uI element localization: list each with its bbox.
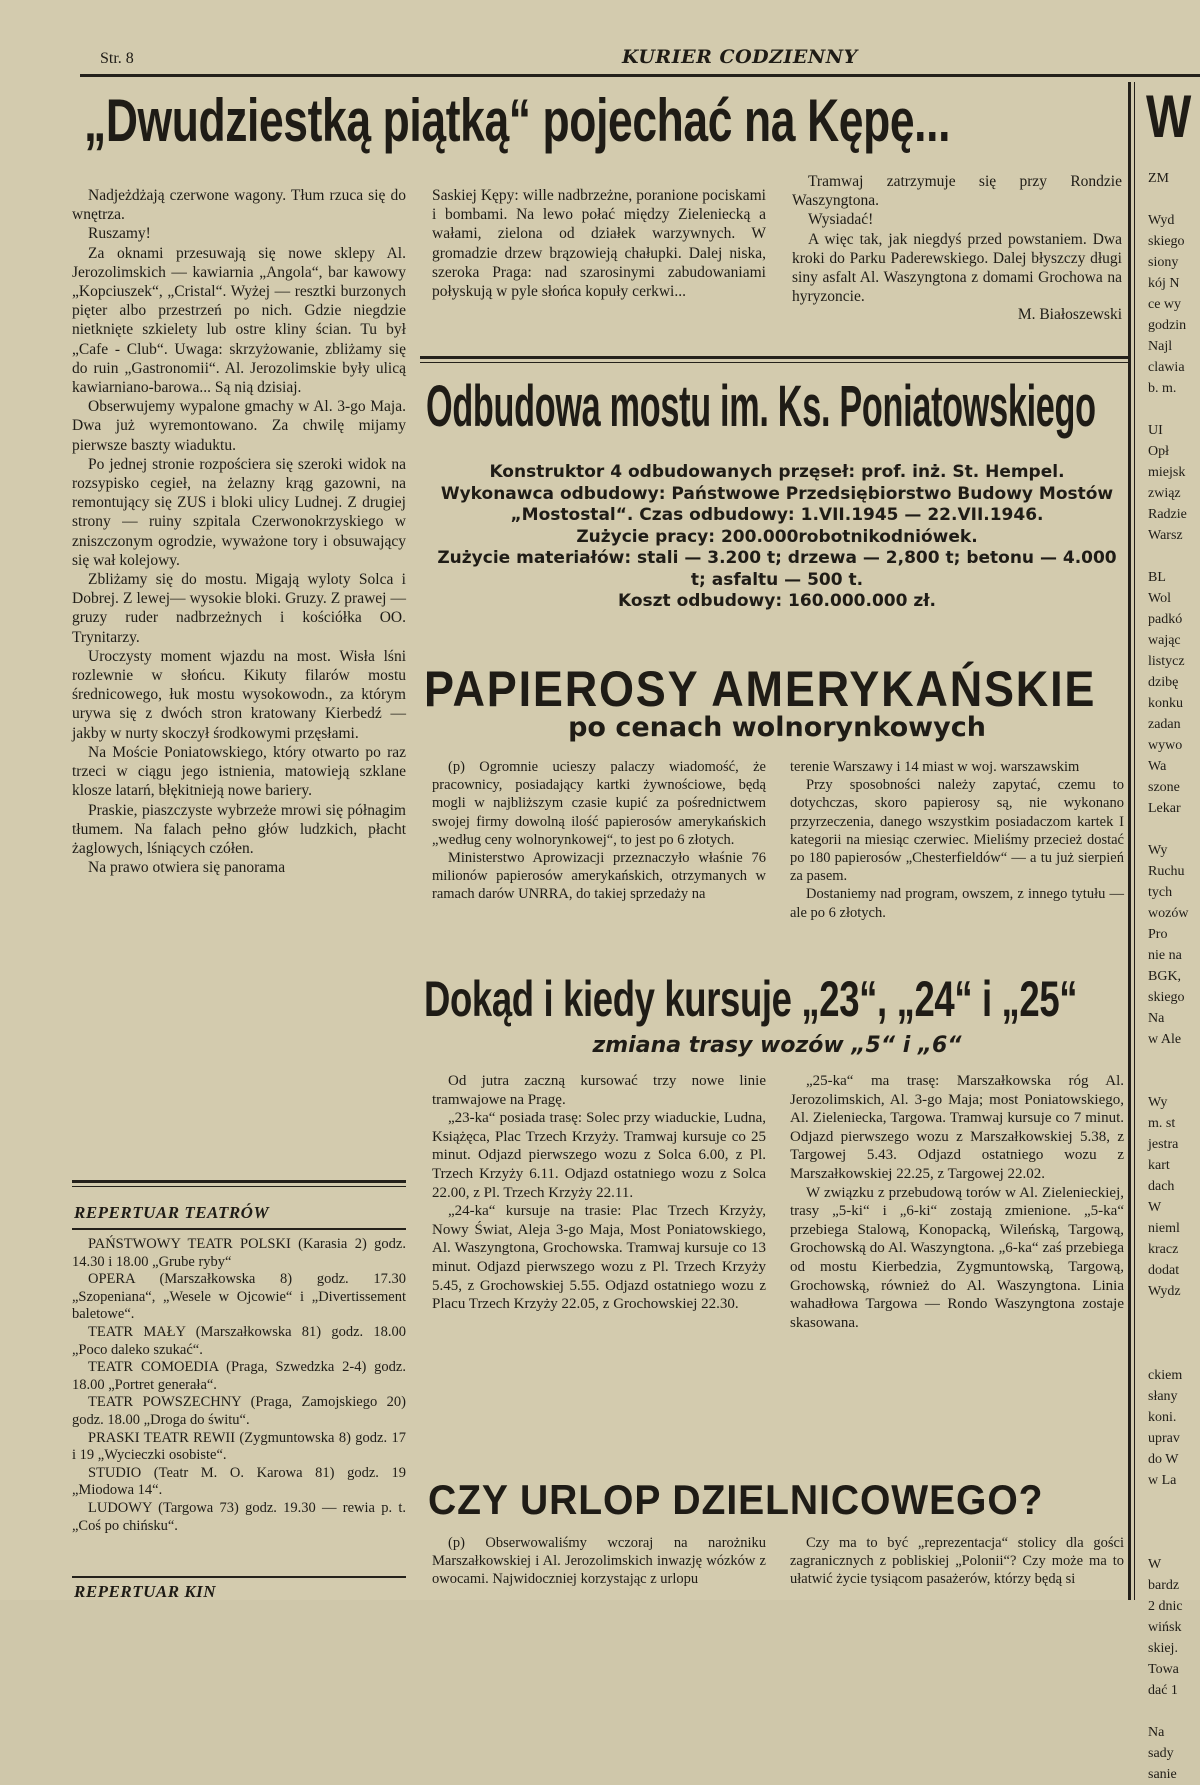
right-strip-text [1148,168,1200,1782]
right-strip-line [1148,1071,1200,1092]
article-paragraph: Ruszamy! [88,225,151,243]
right-strip-line: skiej. [1148,1641,1178,1656]
section-rule [72,1180,406,1183]
article-paragraph: Dostaniemy nad program, owszem, z innego tytułu — ale po 6 złotych. [790,886,1124,921]
right-strip-line: 2 dnic [1148,1599,1183,1614]
article-paragraph: terenie Warszawy i 14 miast w woj. warszawskim [790,759,1080,775]
right-strip-line: wywo [1148,738,1183,753]
right-strip-line [1148,1050,1200,1071]
right-strip-line [1148,819,1200,840]
article-paragraph: Ministerstwo Aprowizacji przeznaczyło właśnie 76 milionów papierosów amerykańskich, otrzymanych w ramach darów UNRRA, do takiej sprzedaży na [432,850,766,903]
right-strip-line: wińsk [1148,1620,1182,1635]
right-strip-line: wozów [1148,906,1189,921]
article-district-col2 [790,1534,1124,1600]
headline-trams: Dokąd i kiedy kursuje „23“, „24“ i „25“ [424,971,1078,1027]
right-strip-line: Najl [1148,339,1173,354]
bridge-fact-line: Zużycie pracy: 200.000robotnikodniówek. [576,526,978,547]
right-strip-line: Lekar [1148,801,1181,816]
right-strip-line: uprav [1148,1431,1180,1446]
article-paragraph: Nadjeżdżają czerwone wagony. Tłum rzuca się do wnętrza. [72,187,406,224]
right-strip-line: sady [1148,1746,1174,1761]
article-paragraph: Na Moście Poniatowskiego, który otwarto po raz trzeci w ciągu jego istnienia, matowieją szklane klosze latarń, błękitnieją nowe bariery. [72,743,406,800]
article-paragraph: Tramwaj zatrzymuje się przy Rondzie Waszyngtona. [792,173,1122,210]
article-paragraph: A więc tak, jak niegdyś przed powstaniem. Dwa kroki do Parku Paderewskiego. Dalej błyszczy długi siny asfalt Al. Waszyngtona z domami Grochowa na hyryzoncie. [792,230,1122,306]
right-strip-line: Opł [1148,444,1169,459]
right-strip-line: kart [1148,1158,1170,1173]
right-strip-line [1148,546,1200,567]
article-paragraph: Czy ma to być „reprezentacja“ stolicy dla gości zagranicznych z pobliskiej „Polonii“? Czy może ma to ułatwić życie tysiącom pasażerów, którzy będą si [790,1535,1124,1588]
section-rule [72,1186,406,1187]
article-cigarettes-col1 [432,758,766,970]
section-rule [72,1228,406,1230]
right-strip-line [1148,1323,1200,1344]
page-number: Str. 8 [100,50,134,67]
section-rule [72,1576,406,1578]
masthead: KURIER CODZIENNY [622,46,858,68]
article-paragraph: „24-ka“ kursuje na trasie: Plac Trzech Krzyży, Nowy Świat, Aleja 3-go Maja, Most Poniatowskiego, Al. Waszyngtona, Grochowska. Tramwaj kursuje co 13 minut. Odjazd pierwszego wozu z Pl. Trzech Krzyży 5.45, z Grochowskiej 5.55. Odjazd ostatniego wozu z Placu Trzech Krzyży 22.05, z Grochowskiej 22.30. [432,1203,766,1313]
right-strip-line: szone [1148,780,1180,795]
theatre-entry: LUDOWY (Targowa 73) godz. 19.30 — rewia p. t. „Coś po chińsku“. [72,1499,406,1534]
right-strip-line: bardz [1148,1578,1180,1593]
headline-district-box [428,1472,1128,1532]
right-strip-line: w Ale [1148,1032,1182,1047]
bridge-fact-line: Koszt odbudowy: 160.000.000 zł. [617,591,937,611]
right-strip-line: W [1148,1200,1162,1215]
headline-district: CZY URLOP DZIELNICOWEGO? [428,1476,1044,1523]
right-strip-line: b. m. [1148,381,1177,396]
article-paragraph: Obserwujemy wypalone gmachy w Al. 3-go Maja. Dwa już wyremontowano. Za chwilę mijamy pierwsze baszty wiaduktu. [72,398,406,454]
right-strip-line: ckiem [1148,1368,1183,1383]
right-strip-line: Wyd [1148,213,1175,228]
right-strip-line: BL [1148,570,1166,585]
article-tram25-col1 [72,186,406,1171]
right-strip-line: do W [1148,1452,1179,1467]
right-strip-line: Na [1148,1725,1165,1740]
right-strip-line: BGK, [1148,969,1182,984]
right-strip-line [1148,1302,1200,1323]
right-strip-line: koni. [1148,1410,1177,1425]
right-strip-line: clawia [1148,360,1185,375]
article-tram25-col2 [432,186,766,351]
right-strip-line: kracz [1148,1242,1179,1257]
right-strip-line: siony [1148,255,1179,270]
column-separator [1134,82,1135,1600]
right-strip-line: W [1148,1557,1162,1572]
right-strip-line [1148,399,1200,420]
right-strip-line: godzin [1148,318,1187,333]
right-strip-line: Wy [1148,843,1168,858]
article-paragraph: Za oknami przesuwają się nowe sklepy Al. Jerozolimskich — kawiarnia „Angola“, bar kawowy „Kopciuszek“, „Cristal“. Wyżej — resztki burzonych pięter albo przestrzeń po nich. Gdzie niegdzie nietknięte szkielety lub ostre kliny ścian. Tu był „Cafe - Club“. Uwaga: skrzyżowanie, zbliżamy się do ruin „Gastronomii“. Al. Jerozolimskie były ulicą kawiarniano-barowa... Są nią dzisiaj. [72,244,406,397]
right-strip-line: Pro [1148,927,1168,942]
right-strip-line: jestra [1148,1137,1179,1152]
article-paragraph: Na prawo otwiera się panorama [88,859,286,877]
right-strip-line: zadan [1148,717,1181,732]
theatres-heading: REPERTUAR TEATRÓW [74,1203,270,1222]
article-tram25-col3 [792,172,1122,352]
right-strip-line: Wy [1148,1095,1168,1110]
article-paragraph: Od jutra zaczną kursować trzy nowe linie tramwajowe na Pragę. [432,1073,766,1108]
right-strip-line: dodat [1148,1263,1180,1278]
right-strip-line: tych [1148,885,1173,900]
theatre-entry: OPERA (Marszałkowska 8) godz. 17.30 „Szopeniana“, „Wesele w Ojcowie“ i „Divertissement baletowe“. [72,1271,406,1323]
right-strip-line: Radzie [1148,507,1187,522]
right-strip-line: nieml [1148,1221,1180,1236]
cinemas-heading: REPERTUAR KIN [74,1582,217,1601]
article-paragraph: Wysiadać! [808,211,874,229]
article-paragraph: (p) Obserwowaliśmy wczoraj na narożniku Marszałkowskiej i Al. Jerozolimskich inwazję wózków z owocami. Najwidoczniej korzystając z urlopu [432,1535,766,1588]
right-strip-line [1148,1701,1200,1722]
right-strip-headline: W [1146,83,1191,150]
right-strip-line: Wa [1148,759,1167,774]
subheadline-cigarettes: po cenach wolnorynkowych [568,712,986,743]
right-strip-line: wając [1148,633,1181,648]
right-strip-line: kój N [1148,276,1180,291]
right-strip-line: ZM [1148,171,1169,186]
article-trams-col2 [790,1072,1124,1470]
right-strip-line: sanie [1148,1767,1177,1782]
right-strip-line: Towa [1148,1662,1179,1677]
headline-trams-box [424,968,1128,1034]
right-strip-line: konku [1148,696,1183,711]
theatre-entry: TEATR POWSZECHNY (Praga, Zamojskiego 20) godz. 18.00 „Droga do świtu“. [72,1394,406,1428]
bridge-facts [432,462,1122,642]
article-paragraph: Saskiej Kępy: wille nadbrzeżne, poranione pociskami i bombami. Na lewo połać między Zieleniecką a wałami, zielona od działek warzywnych. W gromadzie drzew brązowieją chałupki. Dalej niska, szeroka Praga: nad szarosinymi zabudowaniami połyskują w pyle słońca kopuły cerkwi... [432,187,766,301]
right-strip-line: Wydz [1148,1284,1181,1299]
headline-block [84,86,1114,172]
right-strip-line [1148,1344,1200,1365]
article-paragraph: Po jednej stronie rozpościera się szeroki widok na rozsypisko cegieł, na żelazny krąg gazowni, na remontujący się ZUS i bloki ulicy Ludnej. Z drugiej strony — ruiny szpitala Czerwonokrzyskiego w zniszczonym ogrodzie, wyważone tory i obsuwający się wał kolejowy. [72,455,406,569]
article-paragraph: Praskie, piaszczyste wybrzeże mrowi się półnagim tłumem. Na falach pełno głów ludzkich, płacht żaglowych, lśniących czółen. [72,801,406,857]
right-strip-line: padkó [1148,612,1183,627]
article-paragraph: Przy sposobności należy zapytać, czemu to dotychczas, skoro papierosy są, nie wykonano przyrzeczenia, danego wszystkim posiadaczom kartek I kategorii na miesiąc czerwiec. Mieliśmy przecież dostać po 180 papierosów „Chesterfieldów“ — a tu już sierpień za pasem. [790,777,1124,885]
article-paragraph: (p) Ogromnie ucieszy palaczy wiadomość, że pracownicy, posiadający kartki żywnościowe, będą mogli w najbliższym czasie kupić za pośrednictwem swojej firmy dowolną ilość papierosów amerykańskich „według ceny wolnorynkowej“, to jest po 6 złotych. [432,759,766,848]
right-strip-line: w La [1148,1473,1177,1488]
article-paragraph: „25-ka“ ma trasę: Marszałkowska róg Al. Jerozolimskich, Al. 3-go Maja; most Poniatowskiego, Al. Zieleniecka, Targowa. Tramwaj kursuje co 7 minut. Odjazd pierwszego wozu z Marszałkowskiej 5.38, z Targowej 5.43. Odjazd ostatniego wozu z Marszałkowskiej 22.25, z Targowej 22.02. [790,1073,1124,1182]
right-strip-line: związ [1148,486,1181,501]
right-strip-line: UI [1148,423,1163,438]
right-strip-line: miejsk [1148,465,1186,480]
article-paragraph: Zbliżamy się do mostu. Migają wyloty Solca i Dobrej. Z lewej— wysokie bloki. Gruzy. Z prawej — gruzy ruder nadbrzeżnych i kościółka OO. Trynitarzy. [72,571,406,646]
article-paragraph: W związku z przebudową torów w Al. Zielenieckiej, trasy „5-ki“ i „6-ki“ zostają zmienione. „5-ka“ przebiega Stalową, Konopacką, Wileńską, Targową, Grochowską do Al. Waszyngtona. „6-ka“ zaś przebiega od mostu Kierbedzia, Zygmuntowską, Targową, Grochowską, również do Al. Waszyngtona. Linia wahadłowa Targowa — Rondo Waszyngtona zostaje skasowana. [790,1184,1124,1331]
right-strip-line: nie na [1148,948,1182,963]
headline-bridge: Odbudowa mostu im. Ks. Poniatowskiego [426,374,1096,439]
right-strip-line [1148,1491,1200,1512]
article-paragraph: Uroczysty moment wjazdu na most. Wisła lśni rozlewnie w słońcu. Kikuty filarów mostu średnicowego, łuk mostu wysokowodn., za którym urywa się z dwóch stron kratowany Kierbedź — jakby w nurty skoczył środkowymi przęsłami. [72,647,406,742]
headline-cigarettes: PAPIEROSY AMERYKAŃSKIE [424,661,1097,717]
right-strip-line [1148,1533,1200,1554]
article-paragraph: „23-ka“ posiada trasę: Solec przy wiaduckie, Ludna, Książęca, Plac Trzech Krzyży. Tramwaj kursuje co 25 minut. Odjazd pierwszego wozu z Solca 6.00, z Pl. Trzech Krzyży 6.11. Odjazd ostatniego wozu z Solca 22.00, z Pl. Trzech Krzyży 22.11. [432,1110,766,1201]
right-strip-line: listycz [1148,654,1185,669]
right-strip-line: dach [1148,1179,1175,1194]
right-strip-line: słany [1148,1389,1178,1404]
right-strip-line: Ruchu [1148,864,1185,879]
right-strip-line: dzibę [1148,675,1179,690]
subheadline-trams: zmiana trasy wozów „5“ i „6“ [592,1033,962,1058]
headline-tram25: „Dwudziestką piątką“ pojechać na Kępę... [84,87,951,154]
article-district-col1 [432,1534,766,1600]
right-strip-line: Wol [1148,591,1171,606]
article-signature: M. Białoszewski [1017,306,1122,324]
right-strip-line: skiego [1148,990,1185,1005]
theatres-list [72,1236,406,1572]
theatre-entry: PAŃSTWOWY TEATR POLSKI (Karasia 2) godz. 14.30 i 18.00 „Grube ryby“ [72,1236,406,1270]
headline-bridge-box [426,368,1126,454]
right-strip-headline-box [1146,82,1200,152]
article-trams-col1 [432,1072,766,1470]
theatre-entry: STUDIO (Teatr M. O. Karowa 81) godz. 19 „Miodowa 14“. [72,1464,406,1499]
bridge-fact-line: Konstruktor 4 odbudowanych przęseł: prof. inż. St. Hempel. Wykonawca odbudowy: Państwowe Przedsiębiorstwo Budowy Mostów „Mostostal“. Czas odbudowy: 1.VII.1945 — 22.VII.1946. [440,462,1114,525]
right-strip-line: skiego [1148,234,1185,249]
right-strip-line: Warsz [1148,528,1183,543]
theatre-entry: PRASKI TEATR REWII (Zygmuntowska 8) godz. 17 i 19 „Wycieczki osobiste“. [72,1429,406,1464]
right-strip-line: dać 1 [1148,1683,1178,1698]
header-rule [80,74,1200,77]
right-strip-line [1148,189,1200,210]
right-strip-line [1148,1512,1200,1533]
article-cigarettes-col2 [790,758,1124,970]
right-strip-line: m. st [1148,1116,1176,1131]
section-rule [420,356,1128,363]
column-separator [1128,82,1131,1600]
bridge-fact-line: Zużycie materiałów: stali — 3.200 t; drzewa — 2,800 t; betonu — 4.000 t; asfaltu — 500 t. [437,548,1117,590]
theatre-entry: TEATR MAŁY (Marszałkowska 81) godz. 18.00 „Poco daleko szukać“. [72,1323,406,1358]
right-strip-line: Na [1148,1011,1165,1026]
right-strip-line: ce wy [1148,297,1182,312]
theatre-entry: TEATR COMOEDIA (Praga, Szwedzka 2-4) godz. 18.00 „Portret generała“. [72,1359,406,1393]
